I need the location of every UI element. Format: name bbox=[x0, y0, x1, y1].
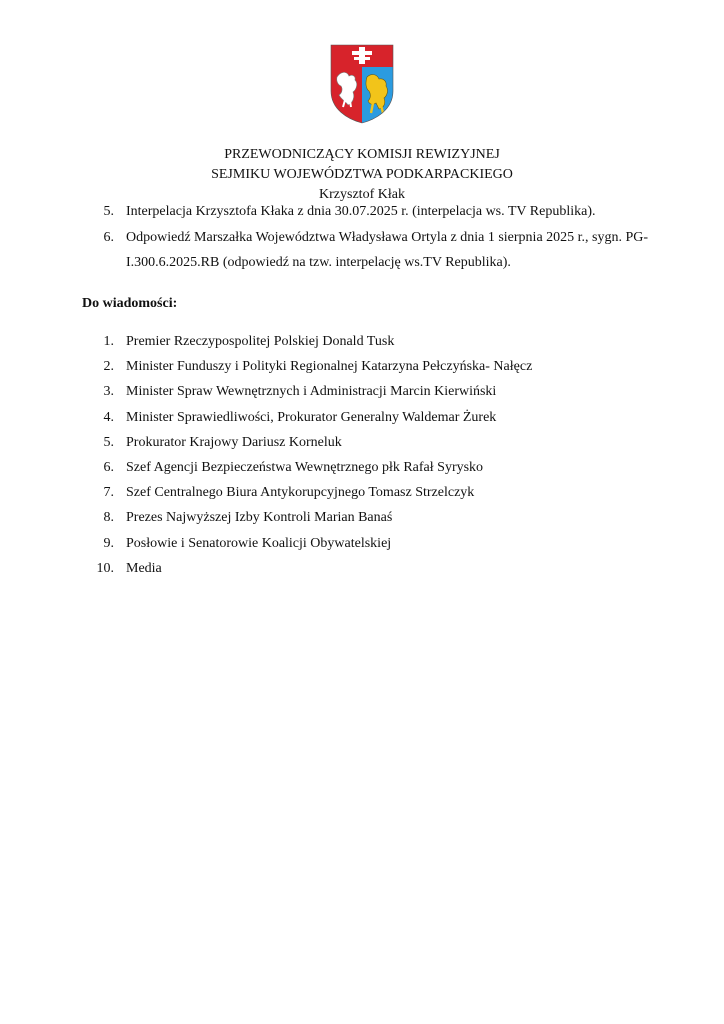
list-item-text: Szef Agencji Bezpieczeństwa Wewnętrznego płk Rafał Syrysko bbox=[126, 460, 484, 476]
list-item-text: Minister Spraw Wewnętrznych i Administracji Marcin Kierwiński bbox=[126, 384, 497, 400]
list-item-text: Prokurator Krajowy Dariusz Korneluk bbox=[126, 434, 342, 450]
header-title-line-2: SEJMIKU WOJEWÓDZTWA PODKARPACKIEGO bbox=[211, 167, 513, 182]
list-item bbox=[82, 354, 662, 379]
list-item-text: Odpowiedź Marszałka Województwa Władysława Ortyla z dnia 1 sierpnia 2025 r., sygn. PG-I.300.6.2025.RB (odpowiedź na tzw. interpelację ws.TV Republika). bbox=[126, 229, 649, 270]
document-header bbox=[0, 145, 724, 205]
list-item bbox=[82, 556, 662, 581]
list-item-number: 5. bbox=[103, 434, 114, 450]
cc-heading: Do wiadomości: bbox=[82, 296, 178, 311]
list-item-number: 1. bbox=[103, 334, 114, 349]
list-item-number: 4. bbox=[103, 409, 114, 425]
list-item bbox=[82, 430, 662, 455]
list-item-text: Media bbox=[126, 560, 162, 576]
list-item bbox=[82, 405, 662, 430]
header-signatory-name: Krzysztof Kłak bbox=[319, 187, 405, 202]
list-item-text: Posłowie i Senatorowie Koalicji Obywatelskiej bbox=[126, 535, 392, 551]
list-item-text: Szef Centralnego Biura Antykorupcyjnego Tomasz Strzelczyk bbox=[126, 485, 475, 501]
list-item bbox=[82, 480, 662, 505]
cc-recipients-list bbox=[82, 329, 662, 581]
list-item-number: 2. bbox=[103, 359, 114, 375]
header-title-line-1: PRZEWODNICZĄCY KOMISJI REWIZYJNEJ bbox=[224, 147, 500, 162]
list-item-text: Prezes Najwyższej Izby Kontroli Marian Banaś bbox=[126, 510, 393, 526]
coat-of-arms-icon bbox=[329, 43, 395, 125]
list-item-number: 10. bbox=[96, 560, 114, 576]
list-item bbox=[82, 531, 662, 556]
list-item bbox=[82, 379, 662, 404]
list-item-number: 3. bbox=[103, 384, 114, 400]
list-item-text: Minister Funduszy i Polityki Regionalnej Katarzyna Pełczyńska- Nałęcz bbox=[126, 359, 533, 375]
list-item-number: 8. bbox=[103, 510, 114, 526]
list-item-number: 9. bbox=[103, 535, 114, 551]
list-item bbox=[82, 199, 662, 225]
list-item-text: Premier Rzeczypospolitej Polskiej Donald Tusk bbox=[126, 334, 395, 349]
list-item bbox=[82, 455, 662, 480]
list-item bbox=[82, 329, 662, 354]
list-item bbox=[82, 505, 662, 530]
list-item-number: 6. bbox=[103, 229, 114, 245]
list-item-text: Interpelacja Krzysztofa Kłaka z dnia 30.07.2025 r. (interpelacja ws. TV Republika). bbox=[126, 204, 596, 219]
list-item-number: 6. bbox=[103, 460, 114, 476]
list-item-number: 5. bbox=[103, 204, 114, 219]
list-item bbox=[82, 225, 662, 276]
attachments-list bbox=[82, 199, 662, 276]
list-item-number: 7. bbox=[103, 485, 114, 501]
list-item-text: Minister Sprawiedliwości, Prokurator Generalny Waldemar Żurek bbox=[126, 409, 497, 425]
